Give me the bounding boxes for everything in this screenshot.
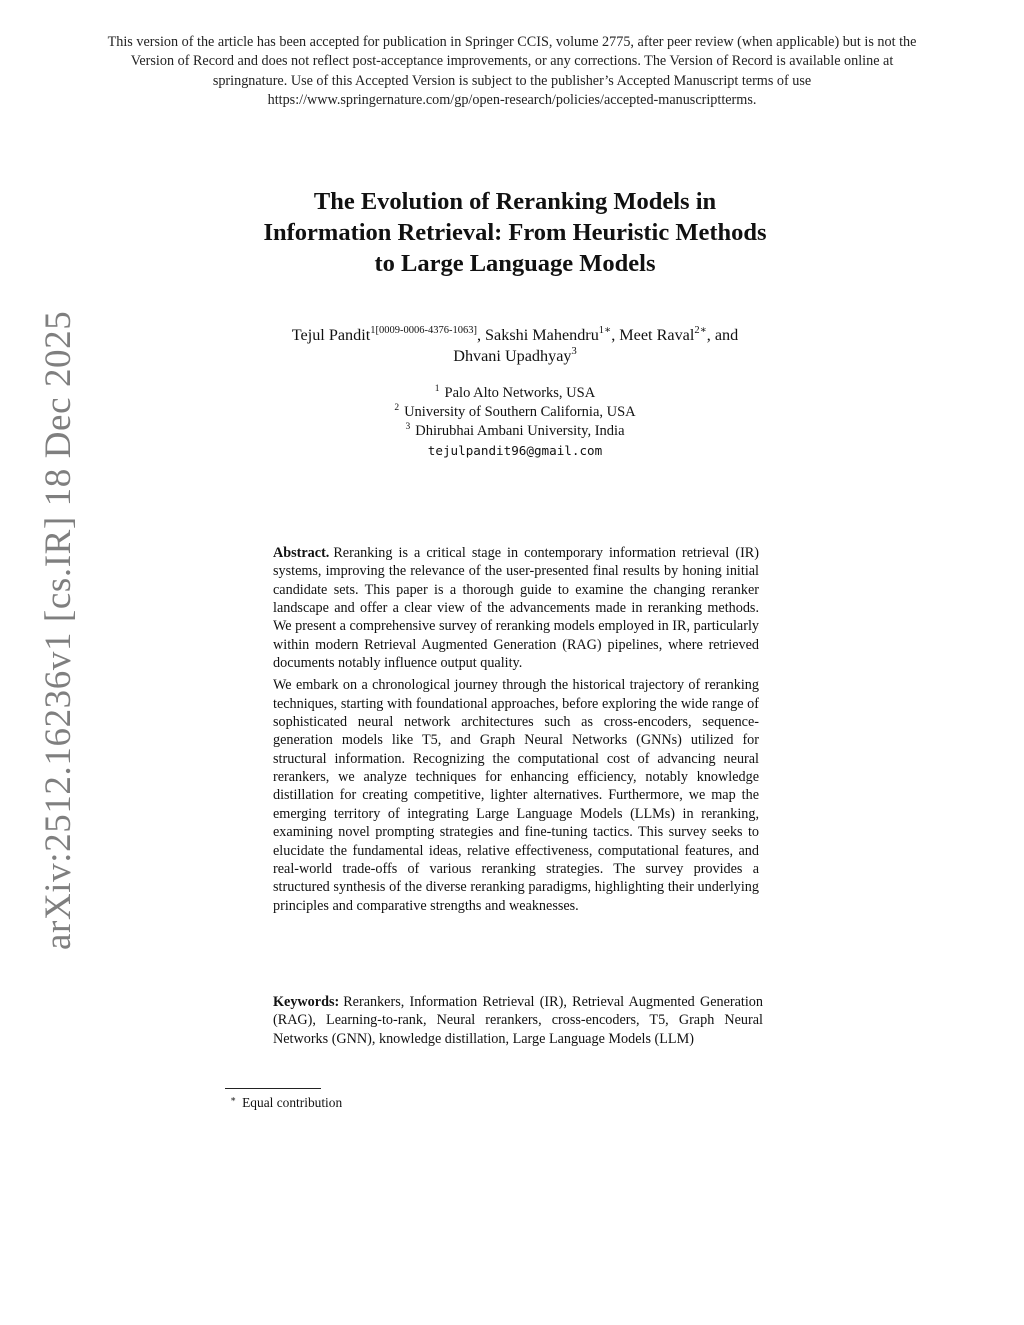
arxiv-identifier-stamp[interactable]: arXiv:2512.16236v1 [cs.IR] 18 Dec 2025 <box>38 310 79 950</box>
author-name: Meet Raval <box>619 326 695 344</box>
author-line-1: Tejul Pandit$^{1[0009-0006-4376-1063]}$, Sakshi Mahendru$^{1∗}$, Meet Raval$^{2∗}$, and <box>291 325 739 344</box>
abstract-paragraph-2: We embark on a chronological journey through the historical trajectory of reranking techniques, starting with foundational approaches, before exploring the wide range of sophisticated neural network architectures such as cross-encoders, sequence-generation models like T5, and Graph Neural Networks (GNNs) utilized for structural information. Recognizing the computational cost of advancing neural rerankers, we analyze techniques for enhancing efficiency, notably knowledge distillation for creating competitive, lighter alternatives. Furthermore, we map the emerging territory of integrating Large Language Models (LLMs) in reranking, examining novel prompting strategies and fine-tuning tactics. This survey seeks to elucidate the fundamental ideas, relative effectiveness, computational features, and real-world trade-offs of various reranking strategies. The survey provides a structured synthesis of the diverse reranking paradigms, highlighting their underlying principles and comparative strengths and weaknesses. <box>273 677 759 914</box>
affiliation-item <box>200 422 830 441</box>
abstract-paragraph-1 <box>273 544 759 672</box>
author-affiliation-mark: 1∗ <box>598 325 612 336</box>
accepted-version-notice: This version of the article has been accepted for publication in Springer CCIS, volume 2775, after peer review (when applicable) but is not the Version of Record and does not reflect post-acceptance improvements, or any corrections. The Version of Record is available online at springnature. Use of this Accepted Version is subject to the publisher’s Accepted Manuscript terms of use https://www.springernature.com/gp/open-research/policies/accepted-manuscriptterms. <box>107 34 917 109</box>
contact-email[interactable]: tejulpandit96@gmail.com <box>427 443 603 458</box>
affiliation-number: 3 <box>405 422 411 432</box>
author-affiliation-mark: 1[0009-0006-4376-1063] <box>370 325 477 336</box>
author-affiliation-mark: 2∗ <box>694 325 707 336</box>
keywords-text: Rerankers, Information Retrieval (IR), Retrieval Augmented Generation (RAG), Learning-to-rank, Neural rerankers, cross-encoders, T5, Graph Neural Networks (GNN), knowledge distillation, Large Language Models (LLM) <box>273 994 763 1047</box>
keywords-label: Keywords: <box>273 994 340 1010</box>
title-line-1: The Evolution of Reranking Models in <box>313 188 717 215</box>
affiliation-item <box>200 403 830 422</box>
affiliation-number: 2 <box>394 403 400 413</box>
title-line-2: Information Retrieval: From Heuristic Methods <box>263 219 767 246</box>
author-line-2 <box>200 346 830 367</box>
title-line-3: to Large Language Models <box>374 250 656 277</box>
author-name: Sakshi Mahendru <box>485 326 599 344</box>
footnote <box>230 1094 342 1112</box>
keywords-section <box>273 993 763 1048</box>
affiliation-number: 1 <box>434 384 440 394</box>
affiliation-name: University of Southern California, USA <box>404 404 636 420</box>
abstract-section <box>273 544 759 915</box>
author-conjunction: and <box>714 326 739 344</box>
abstract-text-1: Reranking is a critical stage in contemporary information retrieval (IR) systems, improving the relevance of the user-presented final results by honing initial candidate sets. This paper is a thorough guide to examine the changing reranker landscape and offer a clear view of the advancements made in reranking methods. We present a comprehensive survey of reranking models employed in IR, particularly within modern Retrieval Augmented Generation (RAG) pipelines, where retrieved documents notably influence output quality. <box>273 545 759 672</box>
footnote-mark: ∗ <box>230 1094 237 1104</box>
author-name: Dhvani Upadhyay <box>453 347 572 365</box>
affiliation-name: Dhirubhai Ambani University, India <box>415 423 625 439</box>
footnote-rule <box>225 1088 321 1089</box>
footnote-text: Equal contribution <box>242 1095 343 1110</box>
paper-title <box>200 186 830 279</box>
affiliation-item <box>200 384 830 403</box>
affiliation-list <box>200 384 830 460</box>
abstract-label: Abstract. <box>273 545 330 561</box>
author-affiliation-mark: 3 <box>571 346 577 357</box>
affiliation-name: Palo Alto Networks, USA <box>444 385 596 401</box>
author-name: Tejul Pandit <box>291 326 371 344</box>
author-list <box>200 325 830 367</box>
